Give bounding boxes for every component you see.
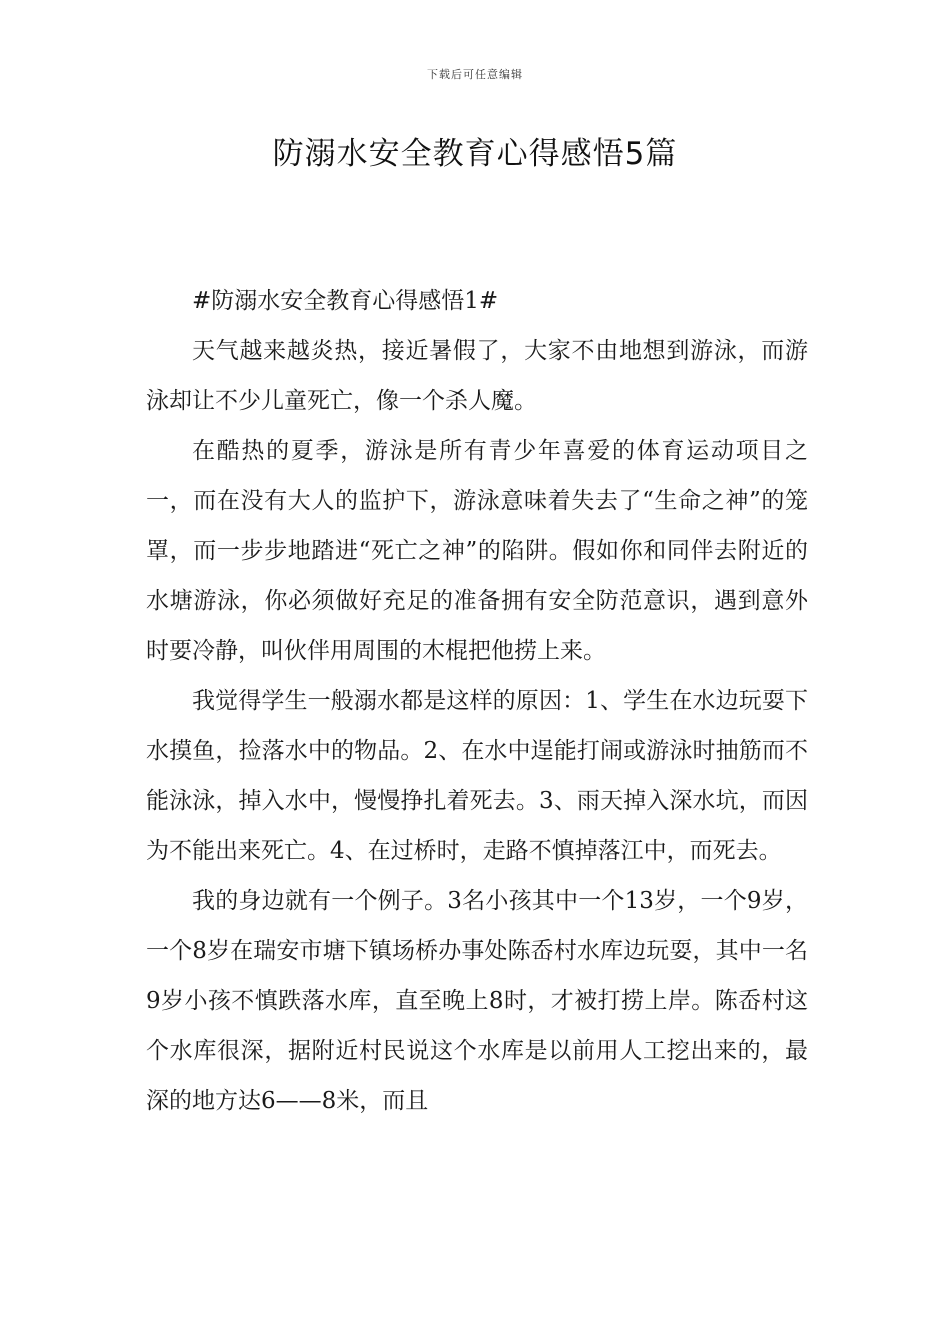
paragraph-1: 天气越来越炎热，接近暑假了，大家不由地想到游泳，而游泳却让不少儿童死亡，像一个杀人魔。 <box>146 338 808 414</box>
document-title: 防溺水安全教育心得感悟5篇 <box>272 136 678 172</box>
paragraph-4: 我的身边就有一个例子。3名小孩其中一个13岁，一个9岁，一个8岁在瑞安市塘下镇场桥办事处陈岙村水库边玩耍，其中一名9岁小孩不慎跌落水库，直至晚上8时，才被打捞上岸。陈岙村这个水库很深，据附近村民说这个水库是以前用人工挖出来的，最深的地方达6——8米，而且 <box>146 888 808 1114</box>
paragraph-3: 我觉得学生一般溺水都是这样的原因：1、学生在水边玩耍下水摸鱼，捡落水中的物品。2、在水中逞能打闹或游泳时抽筋而不能泳泳，掉入水中，慢慢挣扎着死去。3、雨天掉入深水坑，而因为不能出来死亡。4、在过桥时，走路不慎掉落江中，而死去。 <box>146 688 808 864</box>
section-heading: #防溺水安全教育心得感悟1# <box>192 288 499 314</box>
paragraph-2: 在酷热的夏季，游泳是所有青少年喜爱的体育运动项目之一，而在没有大人的监护下，游泳意味着失去了“生命之神”的笼罩，而一步步地踏进“死亡之神”的陷阱。假如你和同伴去附近的水塘游泳，你必须做好充足的准备拥有安全防范意识，遇到意外时要冷静，叫伙伴用周围的木棍把他捞上来。 <box>146 438 808 664</box>
document-body <box>146 276 808 1126</box>
page-header-note: 下载后可任意编辑 <box>427 68 523 81</box>
